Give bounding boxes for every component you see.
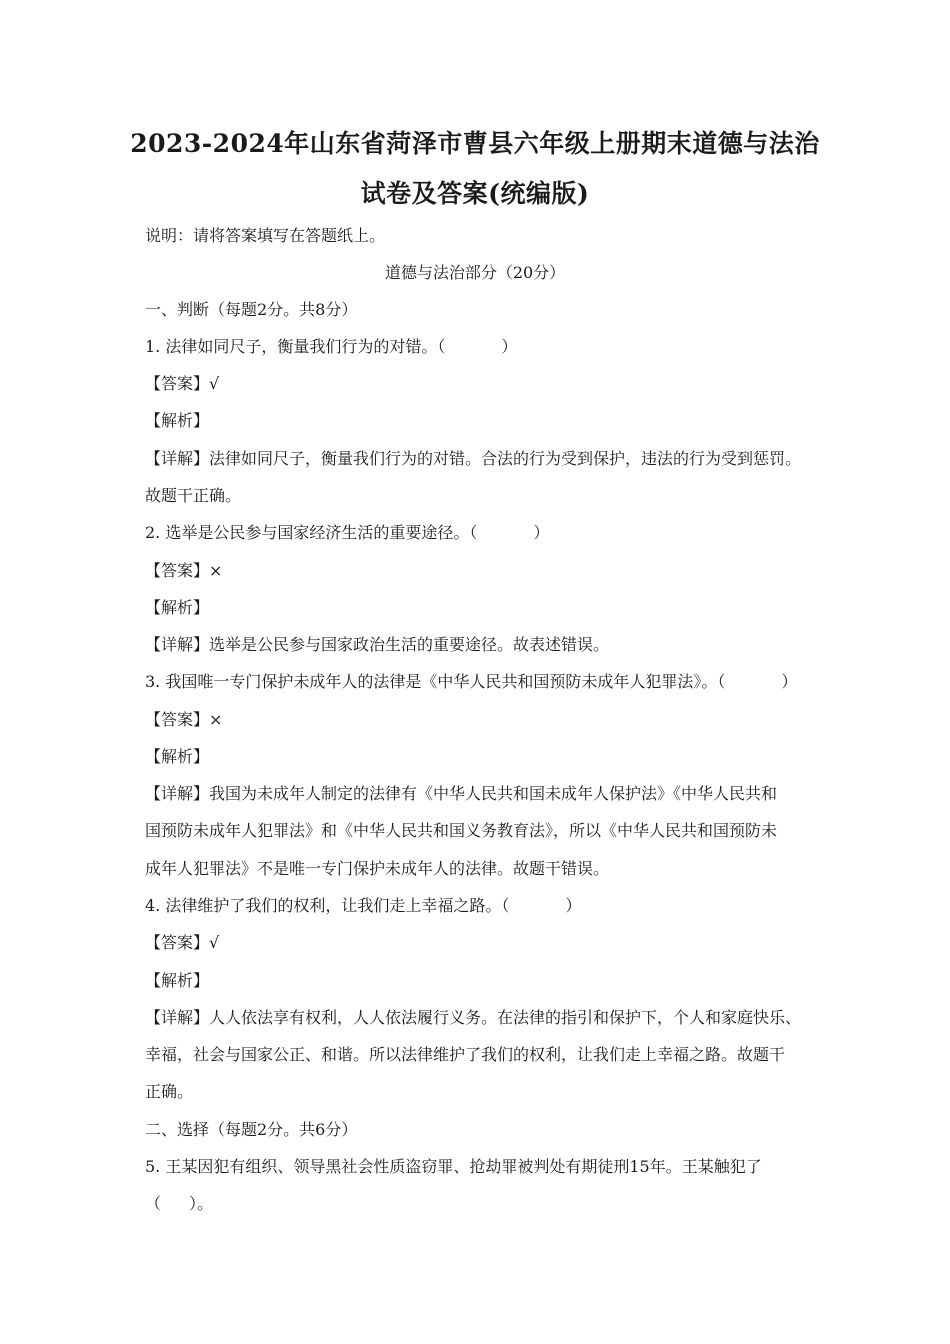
question-2-analysis: 【解析】 xyxy=(145,598,210,617)
question-4-text: 4. 法律维护了我们的权利，让我们走上幸福之路。（ xyxy=(145,896,510,915)
question-2-detail-line-1: 【详解】选举是公民参与国家政治生活的重要途径。故表述错误。 xyxy=(145,635,610,654)
document-title-line-1: 2023-2024年山东省菏泽市曹县六年级上册期末道德与法治 xyxy=(130,129,820,158)
question-3-text: 3. 我国唯一专门保护未成年人的法律是《中华人民共和国预防未成年人犯罪法》。（ xyxy=(145,672,726,691)
question-3-detail-line-3: 成年人犯罪法》不是唯一专门保护未成年人的法律。故题干错误。 xyxy=(145,859,610,878)
question-4-answer: 【答案】√ xyxy=(145,933,220,952)
document-title-line-2: 试卷及答案(统编版) xyxy=(360,179,590,208)
part2-heading: 二、选择（每题2分。共6分） xyxy=(145,1120,358,1139)
question-2-answer: 【答案】× xyxy=(145,561,223,580)
question-4-detail-line-1: 【详解】人人依法享有权利，人人依法履行义务。在法律的指引和保护下，个人和家庭快乐、 xyxy=(145,1008,802,1027)
question-3-answer: 【答案】× xyxy=(145,710,223,729)
instructions: 说明：请将答案填写在答题纸上。 xyxy=(145,226,386,245)
question-3 xyxy=(145,671,815,693)
question-1-answer: 【答案】√ xyxy=(145,374,220,393)
question-3-close: ） xyxy=(781,672,798,691)
question-1 xyxy=(145,336,815,358)
question-3-detail-line-1: 【详解】我国为未成年人制定的法律有《中华人民共和国未成年人保护法》《中华人民共和 xyxy=(145,784,778,803)
question-2 xyxy=(145,522,815,544)
question-5: 5. 王某因犯有组织、领导黑社会性质盗窃罪、抢劫罪被判处有期徒刑15年。王某触犯了 xyxy=(145,1157,762,1176)
question-1-close: ） xyxy=(501,337,518,356)
question-3-analysis: 【解析】 xyxy=(145,747,210,766)
question-5-choice xyxy=(145,1193,815,1215)
question-1-detail-line-2: 故题干正确。 xyxy=(145,486,242,505)
question-3-detail-line-2: 国预防未成年人犯罪法》和《中华人民共和国义务教育法》，所以《中华人民共和国预防未 xyxy=(145,821,778,840)
question-4-detail-line-2: 幸福，社会与国家公正、和谐。所以法律维护了我们的权利，让我们走上幸福之路。故题干 xyxy=(145,1045,786,1064)
question-4-analysis: 【解析】 xyxy=(145,971,210,990)
question-2-close: ） xyxy=(533,523,550,542)
question-4-close: ） xyxy=(565,896,582,915)
question-1-text: 1. 法律如同尺子，衡量我们行为的对错。（ xyxy=(145,337,446,356)
question-1-analysis: 【解析】 xyxy=(145,411,210,430)
question-4 xyxy=(145,895,815,917)
question-5-choice-close: ）。 xyxy=(189,1194,214,1213)
question-4-detail-line-3: 正确。 xyxy=(145,1082,194,1101)
question-5-choice-open: （ xyxy=(145,1194,162,1213)
section-title: 道德与法治部分（20分） xyxy=(384,263,566,282)
question-2-text: 2. 选举是公民参与国家经济生活的重要途径。（ xyxy=(145,523,478,542)
question-1-detail-line-1: 【详解】法律如同尺子，衡量我们行为的对错。合法的行为受到保护，违法的行为受到惩罚。 xyxy=(145,449,802,468)
part1-heading: 一、判断（每题2分。共8分） xyxy=(145,300,358,319)
